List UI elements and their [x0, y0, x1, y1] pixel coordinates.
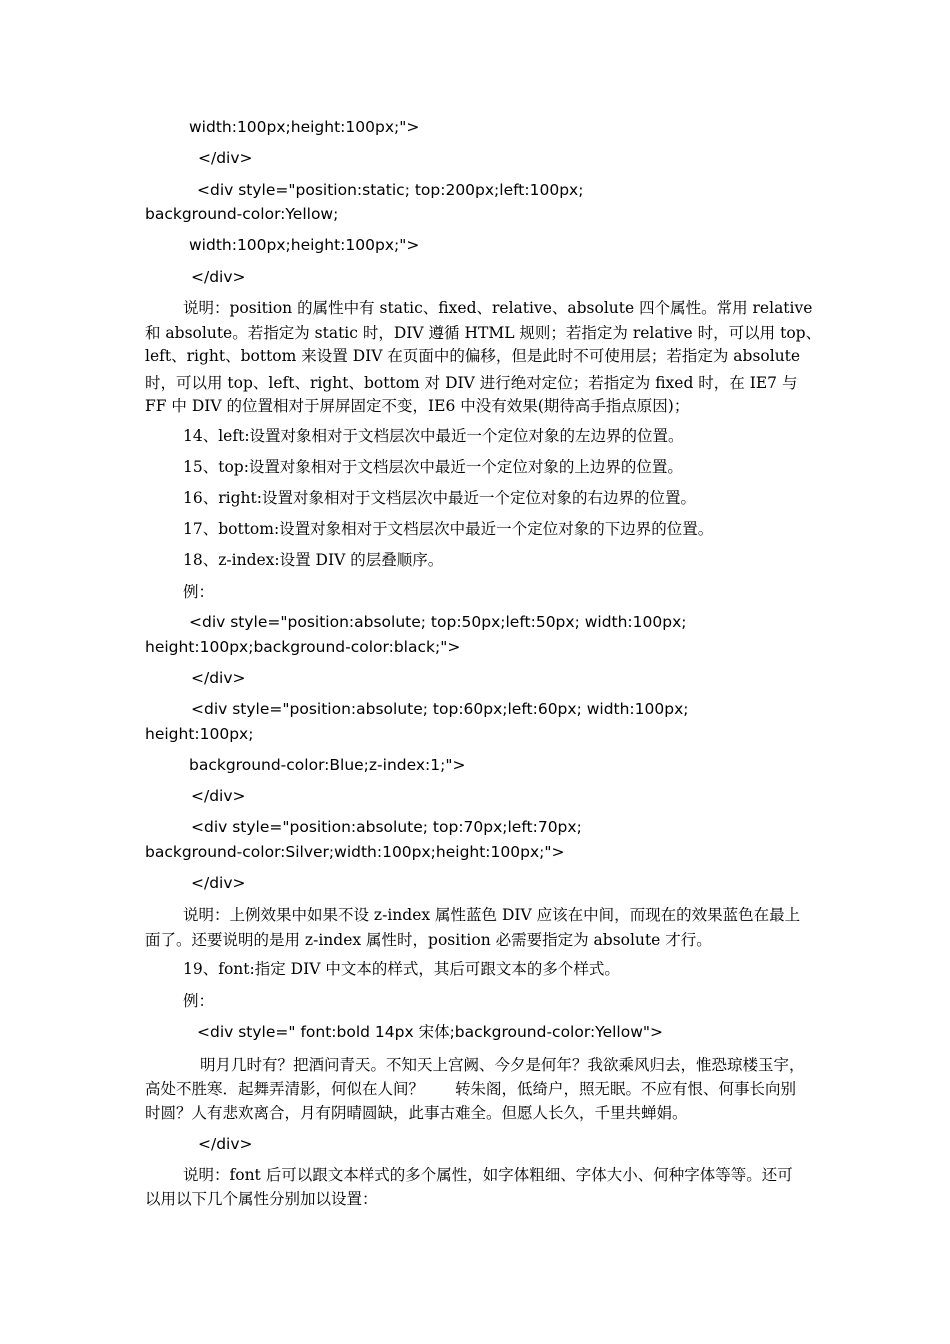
- code-line: </div>: [191, 669, 246, 687]
- code-line: </div>: [191, 874, 246, 892]
- paragraph-line: left、right、bottom 来设置 DIV 在页面中的偏移，但是此时不可使用层；若指定为 absolute: [145, 347, 801, 365]
- code-line: <div style="position:absolute; top:50px;left:50px; width:100px;: [189, 613, 687, 631]
- poem-line: 明月几时有？把酒问青天。不知天上宫阙、今夕是何年？我欲乘风归去，惟恐琼楼玉宇，: [200, 1056, 805, 1074]
- poem-line: 时圆？人有悲欢离合，月有阴晴圆缺，此事古难全。但愿人长久，千里共蝉娟。: [145, 1104, 688, 1122]
- code-line: background-color:Blue;z-index:1;">: [189, 756, 466, 774]
- example-label: 例：: [183, 583, 215, 601]
- paragraph-line: 面了。还要说明的是用 z-index 属性时，position 必需要指定为 absolute 才行。: [145, 931, 712, 949]
- list-item: 17、bottom:设置对象相对于文档层次中最近一个定位对象的下边界的位置。: [183, 520, 714, 538]
- list-item: 16、right:设置对象相对于文档层次中最近一个定位对象的右边界的位置。: [183, 489, 696, 507]
- code-line: width:100px;height:100px;">: [189, 236, 420, 254]
- code-line: <div style=" font:bold 14px 宋体;background-color:Yellow">: [197, 1023, 664, 1041]
- list-item: 15、top:设置对象相对于文档层次中最近一个定位对象的上边界的位置。: [183, 458, 683, 476]
- list-item: 19、font:指定 DIV 中文本的样式，其后可跟文本的多个样式。: [183, 960, 620, 978]
- code-line: </div>: [191, 268, 246, 286]
- code-line: <div style="position:absolute; top:60px;left:60px; width:100px;: [191, 700, 689, 718]
- paragraph-line: 说明：font 后可以跟文本样式的多个属性，如字体粗细、字体大小、何种字体等等。还可: [183, 1166, 793, 1184]
- paragraph-line: FF 中 DIV 的位置相对于屏屏固定不变，IE6 中没有效果(期待高手指点原因)；: [145, 397, 690, 415]
- code-line: width:100px;height:100px;">: [189, 118, 420, 136]
- paragraph-line: 和 absolute。若指定为 static 时，DIV 遵循 HTML 规则；若指定为 relative 时，可以用 top、: [145, 324, 822, 342]
- code-line: height:100px;: [145, 725, 254, 743]
- code-line: </div>: [198, 149, 253, 167]
- code-line: <div style="position:static; top:200px;left:100px;: [197, 181, 584, 199]
- code-line: background-color:Silver;width:100px;height:100px;">: [145, 843, 565, 861]
- code-line: height:100px;background-color:black;">: [145, 638, 461, 656]
- paragraph-line: 说明：position 的属性中有 static、fixed、relative、absolute 四个属性。常用 relative: [183, 299, 813, 317]
- code-line: </div>: [191, 787, 246, 805]
- code-line: <div style="position:absolute; top:70px;left:70px;: [191, 818, 582, 836]
- code-line: </div>: [198, 1135, 253, 1153]
- example-label: 例：: [183, 992, 215, 1010]
- paragraph-line: 说明：上例效果中如果不设 z-index 属性蓝色 DIV 应该在中间，而现在的效果蓝色在最上: [183, 906, 801, 924]
- code-line: background-color:Yellow;: [145, 205, 339, 223]
- paragraph-line: 以用以下几个属性分别加以设置：: [145, 1190, 378, 1208]
- paragraph-line: 时，可以用 top、left、right、bottom 对 DIV 进行绝对定位；若指定为 fixed 时，在 IE7 与: [145, 374, 798, 392]
- poem-line: 高处不胜寒．起舞弄清影，何似在人间？ 转朱阁，低绮户，照无眠。不应有恨、何事长向别: [145, 1080, 797, 1098]
- list-item: 18、z-index:设置 DIV 的层叠顺序。: [183, 551, 444, 569]
- list-item: 14、left:设置对象相对于文档层次中最近一个定位对象的左边界的位置。: [183, 427, 684, 445]
